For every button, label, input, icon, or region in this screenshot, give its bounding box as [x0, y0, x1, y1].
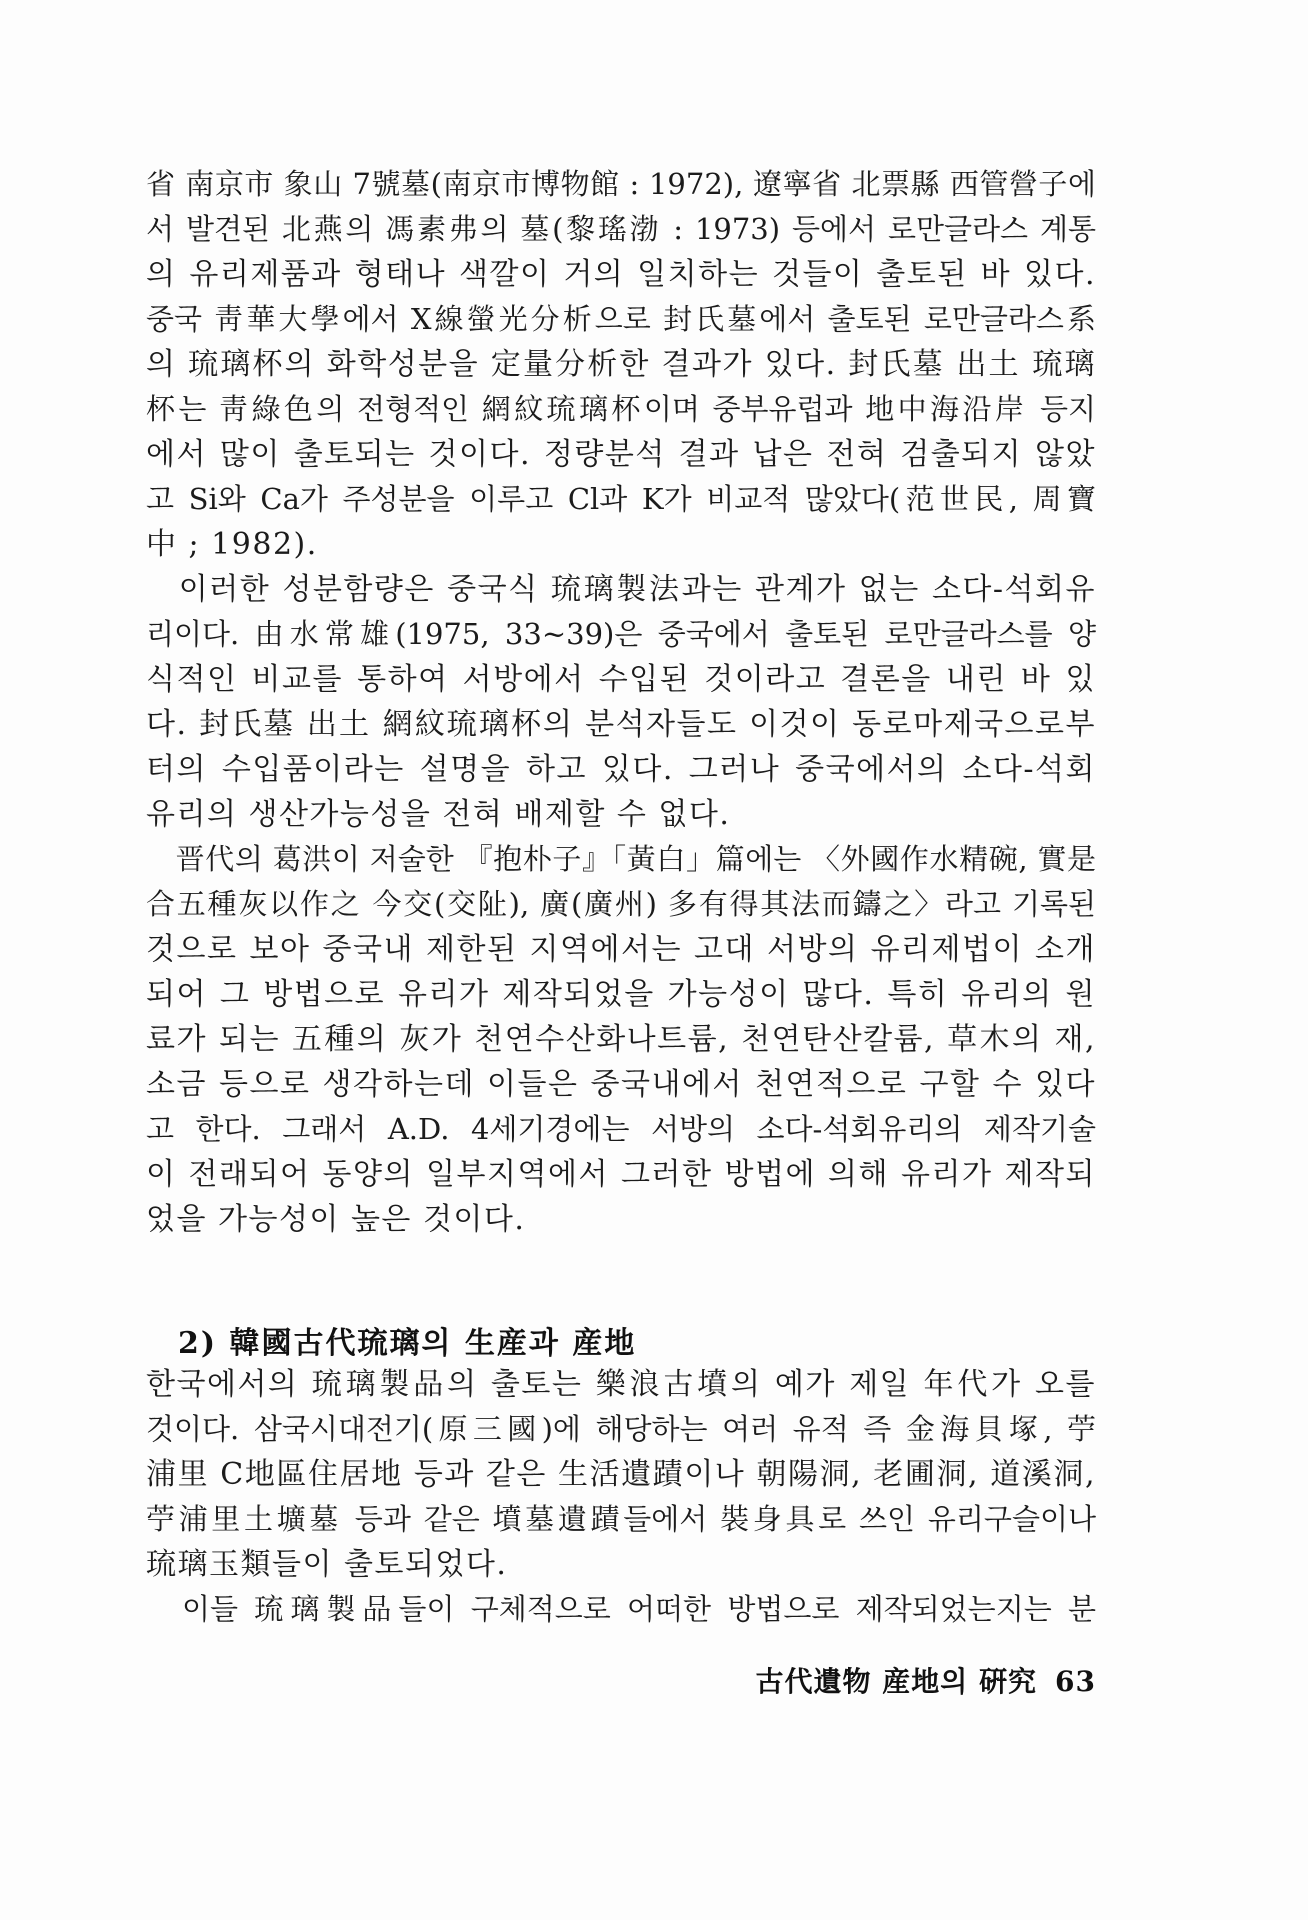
text-line: 에서 많이 출토되는 것이다. 정량분석 결과 납은 전혀 검출되지 않았: [146, 437, 1096, 472]
text-line: 이들 琉璃製品들이 구체적으로 어떠한 방법으로 제작되었는지는 분: [146, 1592, 1096, 1626]
text-line: 省 南京市 象山 7號墓(南京市博物館 : 1972), 遼寧省 北票縣 西管營子에: [146, 167, 1096, 201]
text-line: 中 ; 1982).: [146, 527, 318, 562]
text-line: 유리의 생산가능성을 전혀 배제할 수 없다.: [146, 797, 731, 832]
text-line: 서 발견된 北燕의 馮素弗의 墓(黎瑤渤 : 1973) 등에서 로만글라스 계통: [146, 212, 1096, 246]
text-line: 浦里 C地區住居地 등과 같은 生活遺蹟이나 朝陽洞, 老圃洞, 道溪洞,: [146, 1457, 1096, 1492]
text-line: 었을 가능성이 높은 것이다.: [146, 1202, 526, 1237]
text-line: 고 Si와 Ca가 주성분을 이루고 Cl과 K가 비교적 많았다(范世民, 周寶: [146, 482, 1096, 516]
text-line: 晋代의 葛洪이 저술한 『抱朴子』「黃白」篇에는 〈外國作水精碗, 實是: [146, 842, 1096, 876]
text-line: 료가 되는 五種의 灰가 천연수산화나트륨, 천연탄산칼륨, 草木의 재,: [146, 1022, 1096, 1057]
text-line: 것이다. 삼국시대전기(原三國)에 해당하는 여러 유적 즉 金海貝塚, 苧: [146, 1412, 1097, 1446]
text-line: 合五種灰以作之 今交(交阯), 廣(廣州) 多有得其法而鑄之〉라고 기록된: [146, 887, 1096, 921]
text-line: 것으로 보아 중국내 제한된 지역에서는 고대 서방의 유리제법이 소개: [146, 932, 1096, 967]
text-line: 고 한다. 그래서 A.D. 4세기경에는 서방의 소다-석회유리의 제작기술: [146, 1112, 1096, 1146]
text-line: 리이다. 由水常雄(1975, 33~39)은 중국에서 출토된 로만글라스를 양: [146, 617, 1096, 651]
text-line: 다. 封氏墓 出土 網紋琉璃杯의 분석자들도 이것이 동로마제국으로부: [146, 707, 1096, 742]
text-line: 苧浦里土壙墓 등과 같은 墳墓遺蹟들에서 裝身具로 쓰인 유리구슬이나: [146, 1502, 1096, 1536]
text-line: 소금 등으로 생각하는데 이들은 중국내에서 천연적으로 구할 수 있다: [146, 1067, 1096, 1102]
text-line: 한국에서의 琉璃製品의 출토는 樂浪古墳의 예가 제일 年代가 오를: [146, 1367, 1096, 1402]
section-heading: 2) 韓國古代琉璃의 生産과 産地: [178, 1326, 637, 1361]
text-line: 터의 수입품이라는 설명을 하고 있다. 그러나 중국에서의 소다-석회: [146, 752, 1096, 787]
page-footer: [755, 1660, 1096, 1700]
body-text-upper: [146, 162, 1096, 1242]
text-line: 의 琉璃杯의 화학성분을 定量分析한 결과가 있다. 封氏墓 出土 琉璃: [146, 347, 1096, 382]
text-line: 식적인 비교를 통하여 서방에서 수입된 것이라고 결론을 내린 바 있: [146, 662, 1096, 697]
text-line: 이러한 성분함량은 중국식 琉璃製法과는 관계가 없는 소다-석회유: [146, 572, 1096, 607]
text-line: 의 유리제품과 형태나 색깔이 거의 일치하는 것들이 출토된 바 있다.: [146, 257, 1096, 292]
page-number: 63: [1055, 1665, 1096, 1698]
body-text-lower: [146, 1362, 1096, 1632]
running-title: 古代遺物 産地의 硏究: [755, 1665, 1038, 1698]
text-line: 되어 그 방법으로 유리가 제작되었을 가능성이 많다. 특히 유리의 원: [146, 977, 1096, 1012]
text-line: 琉璃玉類들이 출토되었다.: [146, 1547, 508, 1582]
text-line: 이 전래되어 동양의 일부지역에서 그러한 방법에 의해 유리가 제작되: [146, 1157, 1096, 1192]
text-line: 중국 靑華大學에서 X線螢光分析으로 封氏墓에서 출토된 로만글라스系: [146, 302, 1096, 336]
text-line: 杯는 靑綠色의 전형적인 網紋琉璃杯이며 중부유럽과 地中海沿岸 등지: [146, 392, 1096, 426]
